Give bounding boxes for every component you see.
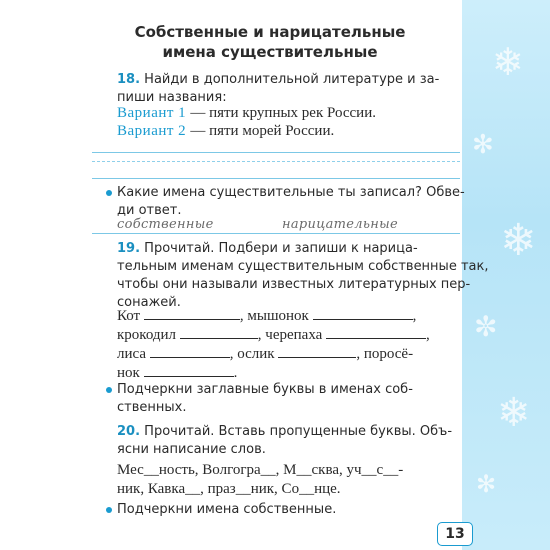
task20-number: 20. (117, 424, 141, 439)
fill-blank[interactable] (180, 324, 258, 339)
task19-row1 (117, 305, 416, 326)
bullet-icon (106, 507, 112, 513)
word-lisa: лиса (117, 346, 147, 362)
answer-line-guide (92, 161, 460, 162)
task19-line1 (117, 239, 418, 259)
word-oslik: , ослик (229, 346, 275, 362)
word-porosenok: , поросё- (356, 346, 414, 362)
snowflake-icon: ❄ (497, 390, 531, 436)
punct: , (412, 308, 417, 324)
task18-text1: Найди в дополнительной литературе и за- (144, 72, 440, 87)
bullet-icon (106, 190, 112, 196)
task19-number: 19. (117, 241, 141, 256)
task20-words-line2[interactable]: ник, Кавка__, праз__ник, Со__нце. (117, 481, 341, 497)
section-title-line2: имена существительные (162, 43, 378, 61)
fill-blank[interactable] (144, 362, 234, 377)
fill-blank[interactable] (326, 324, 426, 339)
variant2-label: Вариант 2 (117, 123, 187, 139)
bullet-icon (106, 387, 112, 393)
word-krokodil: крокодил (117, 327, 177, 343)
task19-line4: сонажей. (117, 295, 181, 310)
task19-line2: тельным именам существительным собственные так, (117, 259, 489, 274)
punct: . (233, 365, 238, 381)
word-kot: Кот (117, 308, 141, 324)
fill-blank[interactable] (313, 305, 413, 320)
task18-line2: пиши названия: (117, 90, 227, 105)
variant2-row (117, 121, 334, 142)
task20-line1 (117, 422, 452, 442)
answer-line (92, 233, 460, 234)
fill-blank[interactable] (150, 343, 230, 358)
word-cherepaha: , черепаха (257, 327, 323, 343)
task20-text1: Прочитай. Вставь пропущенные буквы. Объ- (144, 424, 453, 439)
word-nok: нок (117, 365, 140, 381)
answer-line[interactable] (92, 178, 460, 179)
task19-underline-line2: ственных. (117, 400, 187, 415)
snowflake-icon: ✼ (474, 310, 498, 343)
snowflake-icon: ❄ (500, 215, 537, 266)
page-number: 13 (437, 522, 473, 546)
task19-underline-line1: Подчеркни заглавные буквы в именах соб- (117, 382, 413, 397)
section-title-line1: Собственные и нарицательные (134, 23, 406, 41)
word-myshonok: , мышонок (239, 308, 309, 324)
variant2-text: — пяти морей России. (190, 123, 335, 139)
fill-blank[interactable] (278, 343, 356, 358)
task20-underline: Подчеркни имена собственные. (117, 502, 337, 517)
snowflake-icon: ❄ (492, 40, 524, 84)
task19-text1: Прочитай. Подбери и запиши к нарица- (144, 241, 418, 256)
task18-line1 (117, 70, 439, 90)
task20-line2: ясни написание слов. (117, 442, 266, 457)
task18-question-line2: ди ответ. (117, 203, 182, 218)
task19-row2 (117, 324, 430, 345)
task18-number: 18. (117, 72, 141, 87)
task18-question-line1: Какие имена существительные ты записал? Обве- (117, 185, 465, 200)
snowflake-icon: ✻ (472, 130, 494, 160)
handwritten-option-1[interactable]: собственные (117, 217, 214, 232)
variant1-label: Вариант 1 (117, 105, 187, 121)
answer-line[interactable] (92, 152, 460, 153)
task19-line3: чтобы они называли известных литературных пер- (117, 277, 471, 292)
task19-row3 (117, 343, 413, 364)
punct: , (426, 327, 430, 343)
fill-blank[interactable] (144, 305, 240, 320)
task20-words-line1[interactable]: Мес__ность, Волгогра__, М__сква, уч__с__- (117, 462, 404, 478)
handwritten-option-2[interactable]: нарицательные (282, 217, 398, 232)
snowflake-icon: ✻ (476, 470, 497, 498)
variant1-text: — пяти крупных рек России. (190, 105, 376, 121)
